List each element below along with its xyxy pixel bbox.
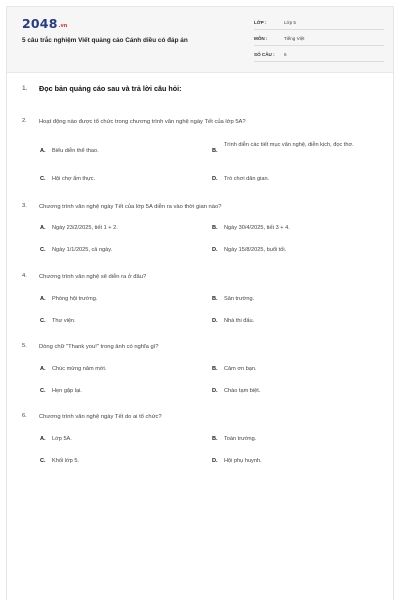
logo-main: 2048 <box>22 16 58 31</box>
option-letter: B. <box>212 225 218 231</box>
option-text: Chào tạm biệt. <box>224 388 261 394</box>
option-text: Sân trường. <box>224 296 255 302</box>
option-letter: D. <box>212 388 218 394</box>
option-text: Hẹn gặp lại. <box>52 388 82 394</box>
site-logo[interactable] <box>22 16 67 31</box>
question-text: Đọc bản quảng cáo sau và trả lời câu hỏi: <box>39 84 182 93</box>
meta-class-value: Lớp 5 <box>284 20 296 25</box>
option-text: Nhà thi đấu. <box>224 318 255 324</box>
meta-count-label: SỐ CÂU : <box>254 52 275 57</box>
meta-class-row <box>254 18 384 30</box>
question-number: 5. <box>22 343 27 349</box>
question-number: 1. <box>22 85 28 92</box>
option-text: Thư viện. <box>52 318 76 324</box>
option-letter: B. <box>212 436 218 442</box>
option-letter: C. <box>40 247 46 253</box>
option-letter: D. <box>212 458 218 464</box>
logo-domain: .vn <box>58 23 68 29</box>
option-letter: A. <box>40 296 46 302</box>
option-letter: D. <box>212 176 218 182</box>
question-text: Chương trình văn nghệ ngày Tết của lớp 5A diễn ra vào thời gian nào? <box>39 204 222 210</box>
meta-class-label: LỚP : <box>254 20 267 25</box>
meta-subject-row <box>254 34 384 46</box>
option-text: Biểu diễn thể thao. <box>52 148 99 154</box>
option-letter: D. <box>212 318 218 324</box>
option-text: Ngày 1/1/2025, cả ngày. <box>52 247 113 253</box>
option-letter: B. <box>212 366 218 372</box>
question-number: 3. <box>22 203 27 209</box>
option-text: Trình diễn các tiết mục văn nghệ, diễn kịch, đọc thơ. <box>224 142 354 148</box>
option-text: Ngày 30/4/2025, tiết 3 + 4. <box>224 225 290 231</box>
meta-subject-value: Tiếng Việt <box>284 36 305 41</box>
question-text: Dòng chữ "Thank you!" trong ảnh có nghĩa gì? <box>39 344 159 350</box>
option-letter: A. <box>40 436 46 442</box>
question-text: Chương trình văn nghệ sẽ diễn ra ở đâu? <box>39 274 147 280</box>
question-text: Hoạt động nào được tổ chức trong chương trình văn nghệ ngày Tết của lớp 5A? <box>39 119 246 125</box>
option-letter: A. <box>40 225 46 231</box>
option-letter: C. <box>40 176 46 182</box>
option-letter: D. <box>212 247 218 253</box>
meta-subject-label: MÔN : <box>254 36 268 41</box>
question-number: 4. <box>22 273 27 279</box>
option-letter: A. <box>40 148 46 154</box>
option-letter: A. <box>40 366 46 372</box>
option-text: Toàn trường. <box>224 436 257 442</box>
worksheet-page <box>6 6 394 600</box>
option-text: Cảm ơn bạn. <box>224 366 257 372</box>
option-text: Phòng hội trường. <box>52 296 98 302</box>
worksheet-header <box>7 7 393 73</box>
option-letter: B. <box>212 148 218 154</box>
option-text: Hội chợ ẩm thực. <box>52 176 96 182</box>
option-letter: B. <box>212 296 218 302</box>
option-text: Chúc mừng năm mới. <box>52 366 107 372</box>
option-letter: C. <box>40 458 46 464</box>
option-text: Ngày 23/2/2025, tiết 1 + 2. <box>52 225 118 231</box>
document-title: 5 câu trắc nghiệm Viết quảng cáo Cánh diều có đáp án <box>22 37 188 44</box>
question-number: 2. <box>22 118 27 124</box>
option-text: Trò chơi dân gian. <box>224 176 270 182</box>
option-text: Hội phụ huynh. <box>224 458 262 464</box>
meta-count-value: 6 <box>284 52 287 57</box>
question-text: Chương trình văn nghệ ngày Tết do ai tổ chức? <box>39 414 162 420</box>
option-text: Ngày 15/8/2025, buổi tối. <box>224 247 287 253</box>
option-text: Khối lớp 5. <box>52 458 79 464</box>
option-text: Lớp 5A. <box>52 436 72 442</box>
option-letter: C. <box>40 318 46 324</box>
question-number: 6. <box>22 413 27 419</box>
meta-count-row <box>254 50 384 62</box>
option-letter: C. <box>40 388 46 394</box>
